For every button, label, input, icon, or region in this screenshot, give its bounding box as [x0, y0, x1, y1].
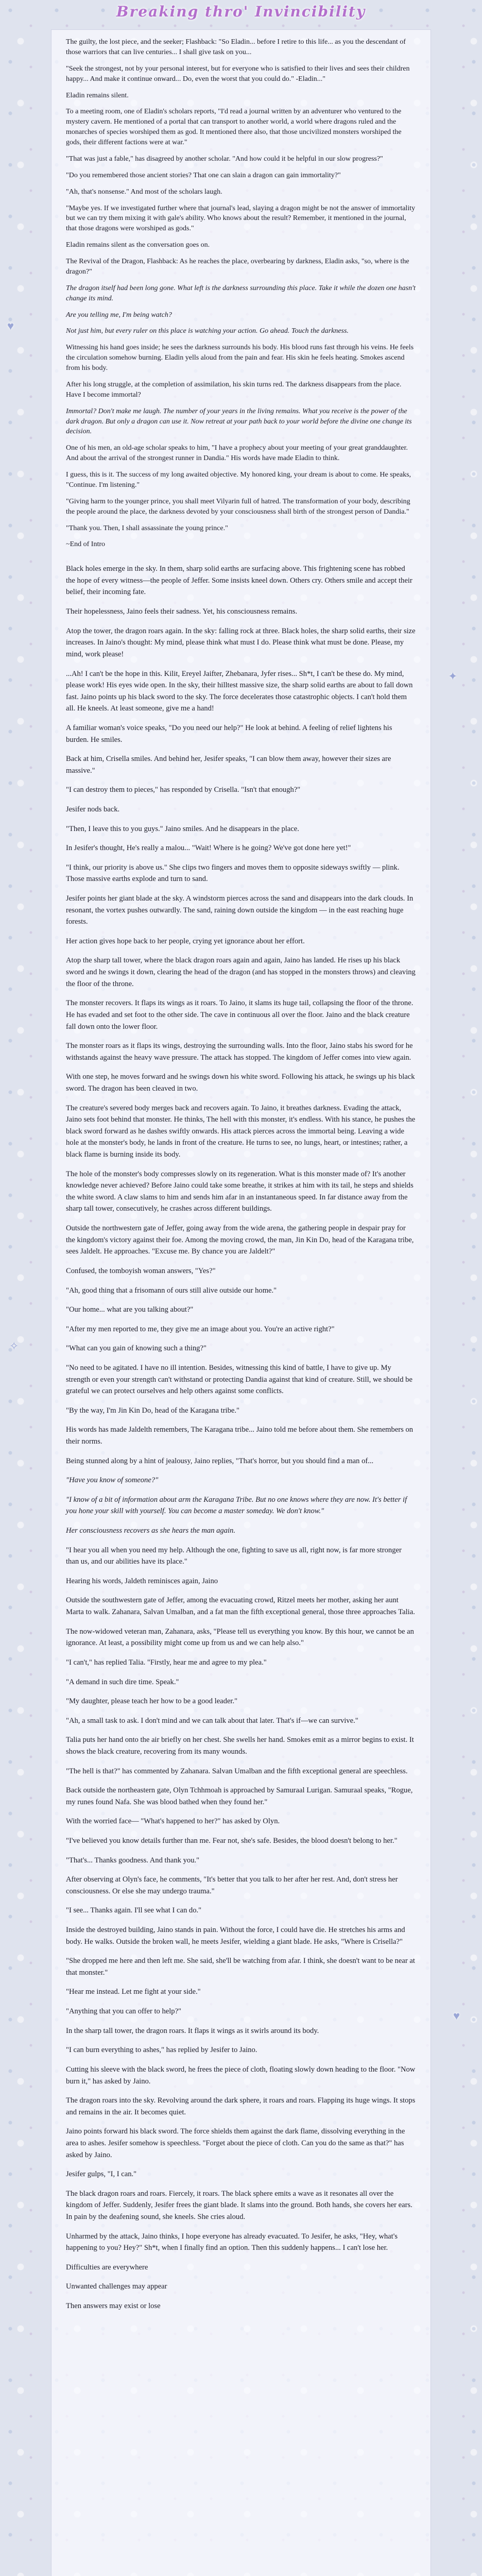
paragraph: Jesifer nods back. [66, 805, 120, 814]
paragraph: "Have you know of someone?" [66, 1476, 159, 1485]
paragraph: "The hell is that?" has commented by Zahanara. Salvan Umalban and the fifth exceptional general are speechless. [66, 1767, 408, 1775]
paragraph: "Maybe yes. If we investigated further where that journal's lead, slaying a dragon might be not the answer of immortality but we can try them mixing it with gale's ability. Who knows about the result? Remember, it mentioned in the journal, that those dragons were worshiped as gods." [66, 204, 416, 233]
paragraph: Atop the sharp tall tower, where the black dragon roars again and again, Jaino has landed. He rises up his black sword and he swings it down, clearing the head of the dragon (and has stopped in the monsters throws) and cleaving the floor of the throne. [66, 956, 416, 988]
paragraph: Being stunned along by a hint of jealousy, Jaino replies, "That's horror, but you should find a man of... [66, 1456, 374, 1465]
paragraph: "Seek the strongest, not by your personal interest, but for everyone who is satisfied to their lives and sees their children happy... And make it continue onward... Do, even the worst that you could do." -Eladin..." [66, 64, 410, 83]
paragraph: With one step, he moves forward and he swings down his white sword. Following his attack, he swings up his black sword. The dragon has been cleaved in two. [66, 1073, 415, 1093]
paragraph: "I know of a bit of information about arm the Karagana Tribe. But no one knows where they are now. It's better if you hone your skill with yourself. You can become a master someday. We don't know." [66, 1495, 407, 1516]
paragraph: "Thank you. Then, I shall assassinate the young prince." [66, 524, 228, 532]
paragraph: After his long struggle, at the completion of assimilation, his skin turns red. The darkness disappears from the place. Have I become immortal? [66, 380, 402, 399]
paragraph: Their hopelessness, Jaino feels their sadness. Yet, his consciousness remains. [66, 607, 298, 616]
paragraph: Unharmed by the attack, Jaino thinks, I hope everyone has already evacuated. To Jesifer, he asks, "Hey, what's happening to you? Hey?" Sh*t, when I finally find an option. Then this suddenly happens... I can't lose her. [66, 2232, 398, 2252]
paragraph: Eladin remains silent as the conversation goes on. [66, 241, 210, 249]
paragraph: "My daughter, please teach her how to be a good leader." [66, 1697, 238, 1706]
paragraph: "Ah, that's nonsense." And most of the scholars laugh. [66, 188, 222, 196]
paragraph: The hole of the monster's body compresses slowly on its regeneration. What is this monster made of? It's another knowledge never achieved? Before Jaino could take some breathe, it strikes at him with its tail, he steps and shields the white sword. A claw slams to him and sends him afar in an instantaneous speed. In far distance away from the sharp tall tower, consecutively, he crashes across different buildings. [66, 1170, 414, 1213]
paragraph: I guess, this is it. The success of my long awaited objective. My honored king, your dream is about to come. He speaks, "Continue. I'm listening." [66, 471, 411, 489]
paragraph: "She dropped me here and then left me. She said, she'll be watching from afar. I think, she doesn't want to be near at that monster." [66, 1957, 415, 1977]
paragraph: Back outside the northeastern gate, Olyn Tchhmoah is approached by Samuraal Lurigan. Samuraal speaks, "Rogue, my runes found Nafa. She was blood bathed when they found her." [66, 1786, 413, 1806]
paragraph: The dragon itself had been long gone. What left is the darkness surrounding this place. Take it while the dozen one hasn't change its mind. [66, 284, 416, 302]
paragraph: To a meeting room, one of Eladin's scholars reports, "I'd read a journal written by an adventurer who ventured to the mystery cavern. He mentioned of a portal that can transport to another world, a world where dragons ruled and the monarches of species worshiped them as god. It mentioned there also, that those uncivilized monsters worshiped the gods, their different factions were at war." [66, 108, 402, 146]
paragraph: Witnessing his hand goes inside; he sees the darkness surrounds his body. His blood runs fast through his veins. He feels the circulation somehow burning. Eladin yells aloud from the pain and fear. His skin he feels heating. Smokes ascend from his body. [66, 344, 414, 372]
paragraph: Confused, the tomboyish woman answers, "Yes?" [66, 1266, 216, 1275]
paragraph: "I can burn everything to ashes," has replied by Jesifer to Jaino. [66, 2046, 257, 2055]
paragraph: Jesifer gulps, "I, I can." [66, 2170, 137, 2179]
paragraph: "I've believed you know details further than me. Fear not, she's safe. Besides, the blood doesn't belong to her." [66, 1837, 398, 1845]
paragraph: "Ah, good thing that a frisomann of ours still alive outside our home." [66, 1286, 277, 1295]
paragraph: Unwanted challenges may appear [66, 2282, 167, 2291]
paragraph: "Hear me instead. Let me fight at your side." [66, 1988, 201, 1996]
paragraph: The Revival of the Dragon, Flashback: As he reaches the place, overbearing by darkness, Eladin asks, "so, where is the dragon?" [66, 258, 409, 276]
paragraph: Cutting his sleeve with the black sword, he frees the piece of cloth, floating slowly down heading to the floor. "Now burn it," has asked by Jaino. [66, 2065, 416, 2086]
paragraph: Eladin remains silent. [66, 91, 129, 99]
paragraph: With the worried face— "What's happened to her?" has asked by Olyn. [66, 1817, 280, 1826]
paragraph: The now-widowed veteran man, Zahanara, asks, "Please tell us everything you know. By this hour, we cannot be an ignorance. At least, a possibility might come up from us and we can help also." [66, 1627, 414, 1648]
section-end: ~End of Intro [66, 540, 106, 549]
paragraph: The monster roars as it flaps its wings, destroying the surrounding walls. Into the floor, Jaino stabs his sword for he withstands against the heavy wave pressure. The attack has stopped. The kingdom of Jeffer comes into view again. [66, 1042, 413, 1062]
paragraph: Back at him, Crisella smiles. And behind her, Jesifer speaks, "I can blow them away, however their sizes are massive." [66, 755, 391, 775]
star-icon: ✧ [9, 1340, 19, 1352]
paragraph: In the sharp tall tower, the dragon roars. It flaps it wings as it swirls around its body. [66, 2026, 319, 2035]
story-body [51, 30, 431, 550]
paragraph: In Jesifer's thought, He's really a malou... "Wait! Where is he going? We've got done here yet!" [66, 844, 351, 853]
paragraph: "I can destroy them to pieces," has responded by Crisella. "Isn't that enough?" [66, 786, 301, 794]
paragraph: Outside the southwestern gate of Jeffer, among the evacuating crowd, Ritzel meets her mother, asking her aunt Marta to walk. Zahanara, Salvan Umalban, and a fat man the fifth exceptional general, those three approaches Talia. [66, 1596, 415, 1617]
sparkle-icon: ✦ [448, 670, 458, 683]
paragraph: "No need to be agitated. I have no ill intention. Besides, witnessing this kind of battle, I have to give up. My strength or even your strength can't withstand or protecting Dandia against that kind of creature. Still, we should be grateful we can protect ourselves and help others against some conflicts. [66, 1363, 412, 1396]
paragraph: "Ah, a small task to ask. I don't mind and we can talk about that later. That's if—we can survive." [66, 1716, 358, 1725]
paragraph: Then answers may exist or lose [66, 2302, 161, 2311]
paragraph: Talia puts her hand onto the air briefly on her chest. She swells her hand. Smokes emit as a mirror begins to exist. It shows the black creature, recovering from its many wounds. [66, 1736, 414, 1756]
paragraph: Atop the tower, the dragon roars again. In the sky: falling rock at three. Black holes, the sharp solid earths, their size increases. In Jaino's thought: My mind, please think what must I do. Please think what must be done. Please, my mind, work please! [66, 626, 416, 658]
paragraph: After observing at Olyn's face, he comments, "It's better that you talk to her after her rest. And, don't stress her consciousness. Or else she may undergo trauma." [66, 1875, 398, 1895]
paragraph: Outside the northwestern gate of Jeffer, going away from the wide arena, the gathering people in despair pray for the kingdom's victory against their foe. Among the moving crowd, the man, Jin Kin Do, head of the Karagana tribe, sees Jaldelt. He approaches. "Excuse me. By chance you are Jaldelt?" [66, 1224, 414, 1256]
paragraph: "Do you remembered those ancient stories? That one can slain a dragon can gain immortality?" [66, 171, 341, 179]
paragraph: Her action gives hope back to her people, crying yet ignorance about her effort. [66, 937, 305, 945]
story-sheet [51, 30, 431, 2576]
paragraph: Jaino points forward his black sword. The force shields them against the dark flame, dissolving everything in the area to ashes. Jesifer somehow is speechless. "Forget about the piece of cloth. Can you do the same as that?" has asked by Jaino. [66, 2127, 405, 2159]
paragraph: Her consciousness recovers as she hears the man again. [66, 1527, 235, 1535]
paragraph: Are you telling me, I'm being watch? [66, 311, 172, 319]
paragraph: Difficulties are everywhere [66, 2263, 148, 2272]
paragraph: ...Ah! I can't be the hope in this. Kilit, Ereyel Jaifter, Zhebanara, Jyfer rises... Sh*t, I can't be these do. My mind, please work! His eyes wide open. In the sky, their hilltest massive size, the sharp solid earths are about to fall down fast. Jaino points up his black sword to the sky. The force decelerates those catastrophic objects. I can't hold them all. He kneels. At least someone, give me a hand! [66, 669, 413, 713]
paragraph: "Our home... what are you talking about?" [66, 1306, 194, 1314]
paragraph: Inside the destroyed building, Jaino stands in pain. Without the force, I could have die. He stretches his arms and body. He walks. Outside the broken wall, he meets Jesifer, wielding a giant blade. He asks, "Where is Crisella?" [66, 1926, 405, 1946]
paragraph: Jesifer points her giant blade at the sky. A windstorm pierces across the sand and disappears into the dark clouds. In resonant, the vortex pushes outwardly. The sand, raining down outside the kingdom — in the east reaching huge forests. [66, 894, 414, 926]
paragraph: "By the way, I'm Jin Kin Do, head of the Karagana tribe." [66, 1406, 239, 1415]
paragraph: "Anything that you can offer to help?" [66, 2007, 182, 2016]
paragraph: One of his men, an old-age scholar speaks to him, "I have a prophecy about your meeting of your great granddaughter. And about the arrival of the strongest runner in Dandia." His words have made Eladin to think. [66, 444, 408, 463]
paragraph: "That was just a fable," has disagreed by another scholar. "And how could it be helpful in our slow progress?" [66, 155, 383, 163]
paragraph: "I hear you all when you need my help. Although the one, fighting to save us all, right now, is far more stronger than us, and our abilities have its place." [66, 1546, 402, 1566]
paragraph: His words has made Jaldelth remembers, The Karagana tribe... Jaino told me before about them. She remembers on their norms. [66, 1426, 414, 1446]
heart-icon: ♥ [453, 2009, 460, 2022]
paragraph: Not just him, but every ruler on this place is watching your action. Go ahead. Touch the darkness. [66, 327, 349, 335]
page-title: Breaking thro' Invincibility [116, 3, 366, 20]
paragraph: Black holes emerge in the sky. In them, sharp solid earths are surfacing above. This frightening scene has robbed the hope of every witness—the people of Jeffer. Some insists kneel down. Others cry. Others smile and accept their belief, their incoming fate. [66, 565, 412, 597]
paragraph: "A demand in such dire time. Speak." [66, 1677, 179, 1686]
paragraph: "I think, our priority is above us." She clips two fingers and moves them to opposite sideways swiftly — plink. Those massive earths explode and turn to sand. [66, 863, 400, 884]
paragraph: Hearing his words, Jaldeth reminisces again, Jaino [66, 1577, 218, 1585]
paragraph: "I can't," has replied Talia. "Firstly, hear me and agree to my plea." [66, 1658, 267, 1667]
paragraph: "After my men reported to me, they give me an image about you. You're an active right?" [66, 1325, 335, 1333]
paragraph: "Then, I leave this to you guys." Jaino smiles. And he disappears in the place. [66, 824, 299, 833]
paragraph: Immortal? Don't make me laugh. The number of your years in the living remains. What you receive is the power of the dark dragon. But only a dragon can use it. Now retreat at your path back to your world before the divine one change its decision. [66, 407, 412, 436]
paragraph: The guilty, the lost piece, and the seeker; Flashback: "So Eladin... before I retire to this life... as you the descendant of those warriors that can live centuries... I shall give task on you... [66, 38, 406, 56]
paragraph: The black dragon roars and roars. Fiercely, it roars. The black sphere emits a wave as it resonates all over the kingdom of Jeffer. Suddenly, Jesifer frees the giant blade. It slams into the ground. Both hands, she covers her ears. In pain by the deafening sound, she kneels. She cries aloud. [66, 2189, 412, 2222]
paragraph: The creature's severed body merges back and recovers again. To Jaino, it breathes darkness. Evading the attack, Jaino sets foot behind that monster. He thinks, The hell with this monster, it's endless. With his stance, he pushes the black sword forward as he dashes swiftly onwards. His attack pierces across the immortal being. Leaving a wide hole at the monster's body, he lands in front of the creature. He turns to see, no lungs, heart, or intestines; rather, a black flame is burning inside its body. [66, 1104, 416, 1159]
story-body-continued [51, 556, 431, 2312]
paragraph: The dragon roars into the sky. Revolving around the dark sphere, it roars and roars. Flapping its huge wings. It stops and remains in the air. It becomes quiet. [66, 2096, 416, 2116]
paragraph: A familiar woman's voice speaks, "Do you need our help?" He look at behind. A feeling of relief lightens his burden. He smiles. [66, 723, 392, 744]
heart-icon: ♥ [7, 319, 14, 332]
paragraph: The monster recovers. It flaps its wings as it roars. To Jaino, it slams its huge tail, collapsing the floor of the throne. He has evaded and set foot to the other side. The cave in continuous all over the floor. Jaino and the black creature fall down onto the lower floor. [66, 999, 414, 1031]
paragraph: "Giving harm to the younger prince, you shall meet Vilyarin full of hatred. The transformation of your body, describing the people around the place, the darkness devoted by your consciousness shall birth of the strongest person of Dandia." [66, 497, 410, 516]
paragraph: "That's... Thanks goodness. And thank you." [66, 1856, 200, 1865]
paragraph: "What can you gain of knowing such a thing?" [66, 1344, 206, 1353]
paragraph: "I see... Thanks again. I'll see what I can do." [66, 1906, 202, 1915]
